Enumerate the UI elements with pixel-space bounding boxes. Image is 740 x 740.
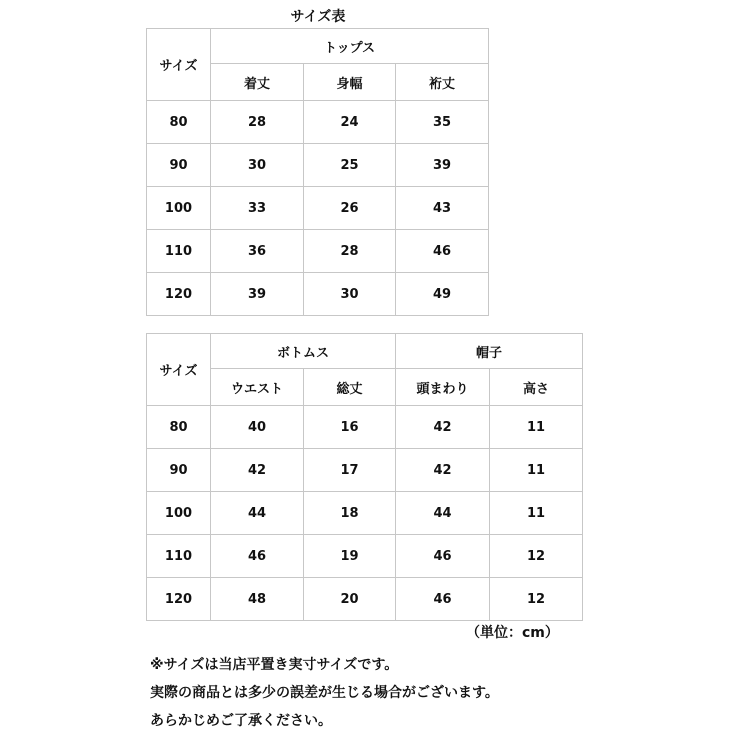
value-cell: 18 <box>304 492 396 535</box>
tops-group-header: トップス <box>211 29 489 64</box>
size-cell: 110 <box>147 535 211 578</box>
value-cell: 25 <box>304 144 396 187</box>
column-header: 高さ <box>490 369 583 406</box>
size-cell: 120 <box>147 273 211 316</box>
value-cell: 26 <box>304 187 396 230</box>
table-row <box>147 144 489 187</box>
size-header: サイズ <box>147 29 211 101</box>
size-header: サイズ <box>147 334 211 406</box>
column-header: 着丈 <box>211 64 304 101</box>
value-cell: 12 <box>490 535 583 578</box>
size-cell: 100 <box>147 492 211 535</box>
value-cell: 24 <box>304 101 396 144</box>
table-row <box>147 578 583 621</box>
value-cell: 30 <box>304 273 396 316</box>
table-row <box>147 187 489 230</box>
note-line: あらかじめご了承ください。 <box>150 713 332 729</box>
size-cell: 90 <box>147 449 211 492</box>
size-cell: 100 <box>147 187 211 230</box>
table-row <box>147 406 583 449</box>
table-row <box>147 230 489 273</box>
size-cell: 90 <box>147 144 211 187</box>
value-cell: 16 <box>304 406 396 449</box>
value-cell: 44 <box>396 492 490 535</box>
size-cell: 120 <box>147 578 211 621</box>
table-row <box>147 273 489 316</box>
value-cell: 39 <box>211 273 304 316</box>
size-cell: 80 <box>147 406 211 449</box>
value-cell: 46 <box>396 535 490 578</box>
value-cell: 28 <box>304 230 396 273</box>
value-cell: 48 <box>211 578 304 621</box>
column-header: ウエスト <box>211 369 304 406</box>
tops-size-table <box>146 28 489 316</box>
value-cell: 42 <box>396 406 490 449</box>
value-cell: 33 <box>211 187 304 230</box>
size-chart-title: サイズ表 <box>290 9 346 25</box>
value-cell: 42 <box>211 449 304 492</box>
note-line: ※サイズは当店平置き実寸サイズです。 <box>150 657 399 673</box>
bottoms-hat-size-table <box>146 333 583 621</box>
value-cell: 40 <box>211 406 304 449</box>
value-cell: 46 <box>396 230 489 273</box>
value-cell: 46 <box>396 578 490 621</box>
value-cell: 11 <box>490 449 583 492</box>
table-row <box>147 535 583 578</box>
size-cell: 80 <box>147 101 211 144</box>
value-cell: 43 <box>396 187 489 230</box>
table-row <box>147 492 583 535</box>
size-cell: 110 <box>147 230 211 273</box>
unit-label: （単位：cm） <box>466 625 559 641</box>
table-row <box>147 101 489 144</box>
value-cell: 20 <box>304 578 396 621</box>
note-line: 実際の商品とは多少の誤差が生じる場合がございます。 <box>150 685 499 701</box>
value-cell: 36 <box>211 230 304 273</box>
column-header: 裄丈 <box>396 64 489 101</box>
hat-group-header: 帽子 <box>396 334 583 369</box>
value-cell: 39 <box>396 144 489 187</box>
value-cell: 30 <box>211 144 304 187</box>
column-header: 身幅 <box>304 64 396 101</box>
value-cell: 19 <box>304 535 396 578</box>
value-cell: 28 <box>211 101 304 144</box>
table-row <box>147 449 583 492</box>
value-cell: 11 <box>490 406 583 449</box>
value-cell: 35 <box>396 101 489 144</box>
value-cell: 44 <box>211 492 304 535</box>
value-cell: 17 <box>304 449 396 492</box>
value-cell: 49 <box>396 273 489 316</box>
value-cell: 11 <box>490 492 583 535</box>
column-header: 総丈 <box>304 369 396 406</box>
bottoms-group-header: ボトムス <box>211 334 396 369</box>
value-cell: 12 <box>490 578 583 621</box>
value-cell: 46 <box>211 535 304 578</box>
column-header: 頭まわり <box>396 369 490 406</box>
value-cell: 42 <box>396 449 490 492</box>
